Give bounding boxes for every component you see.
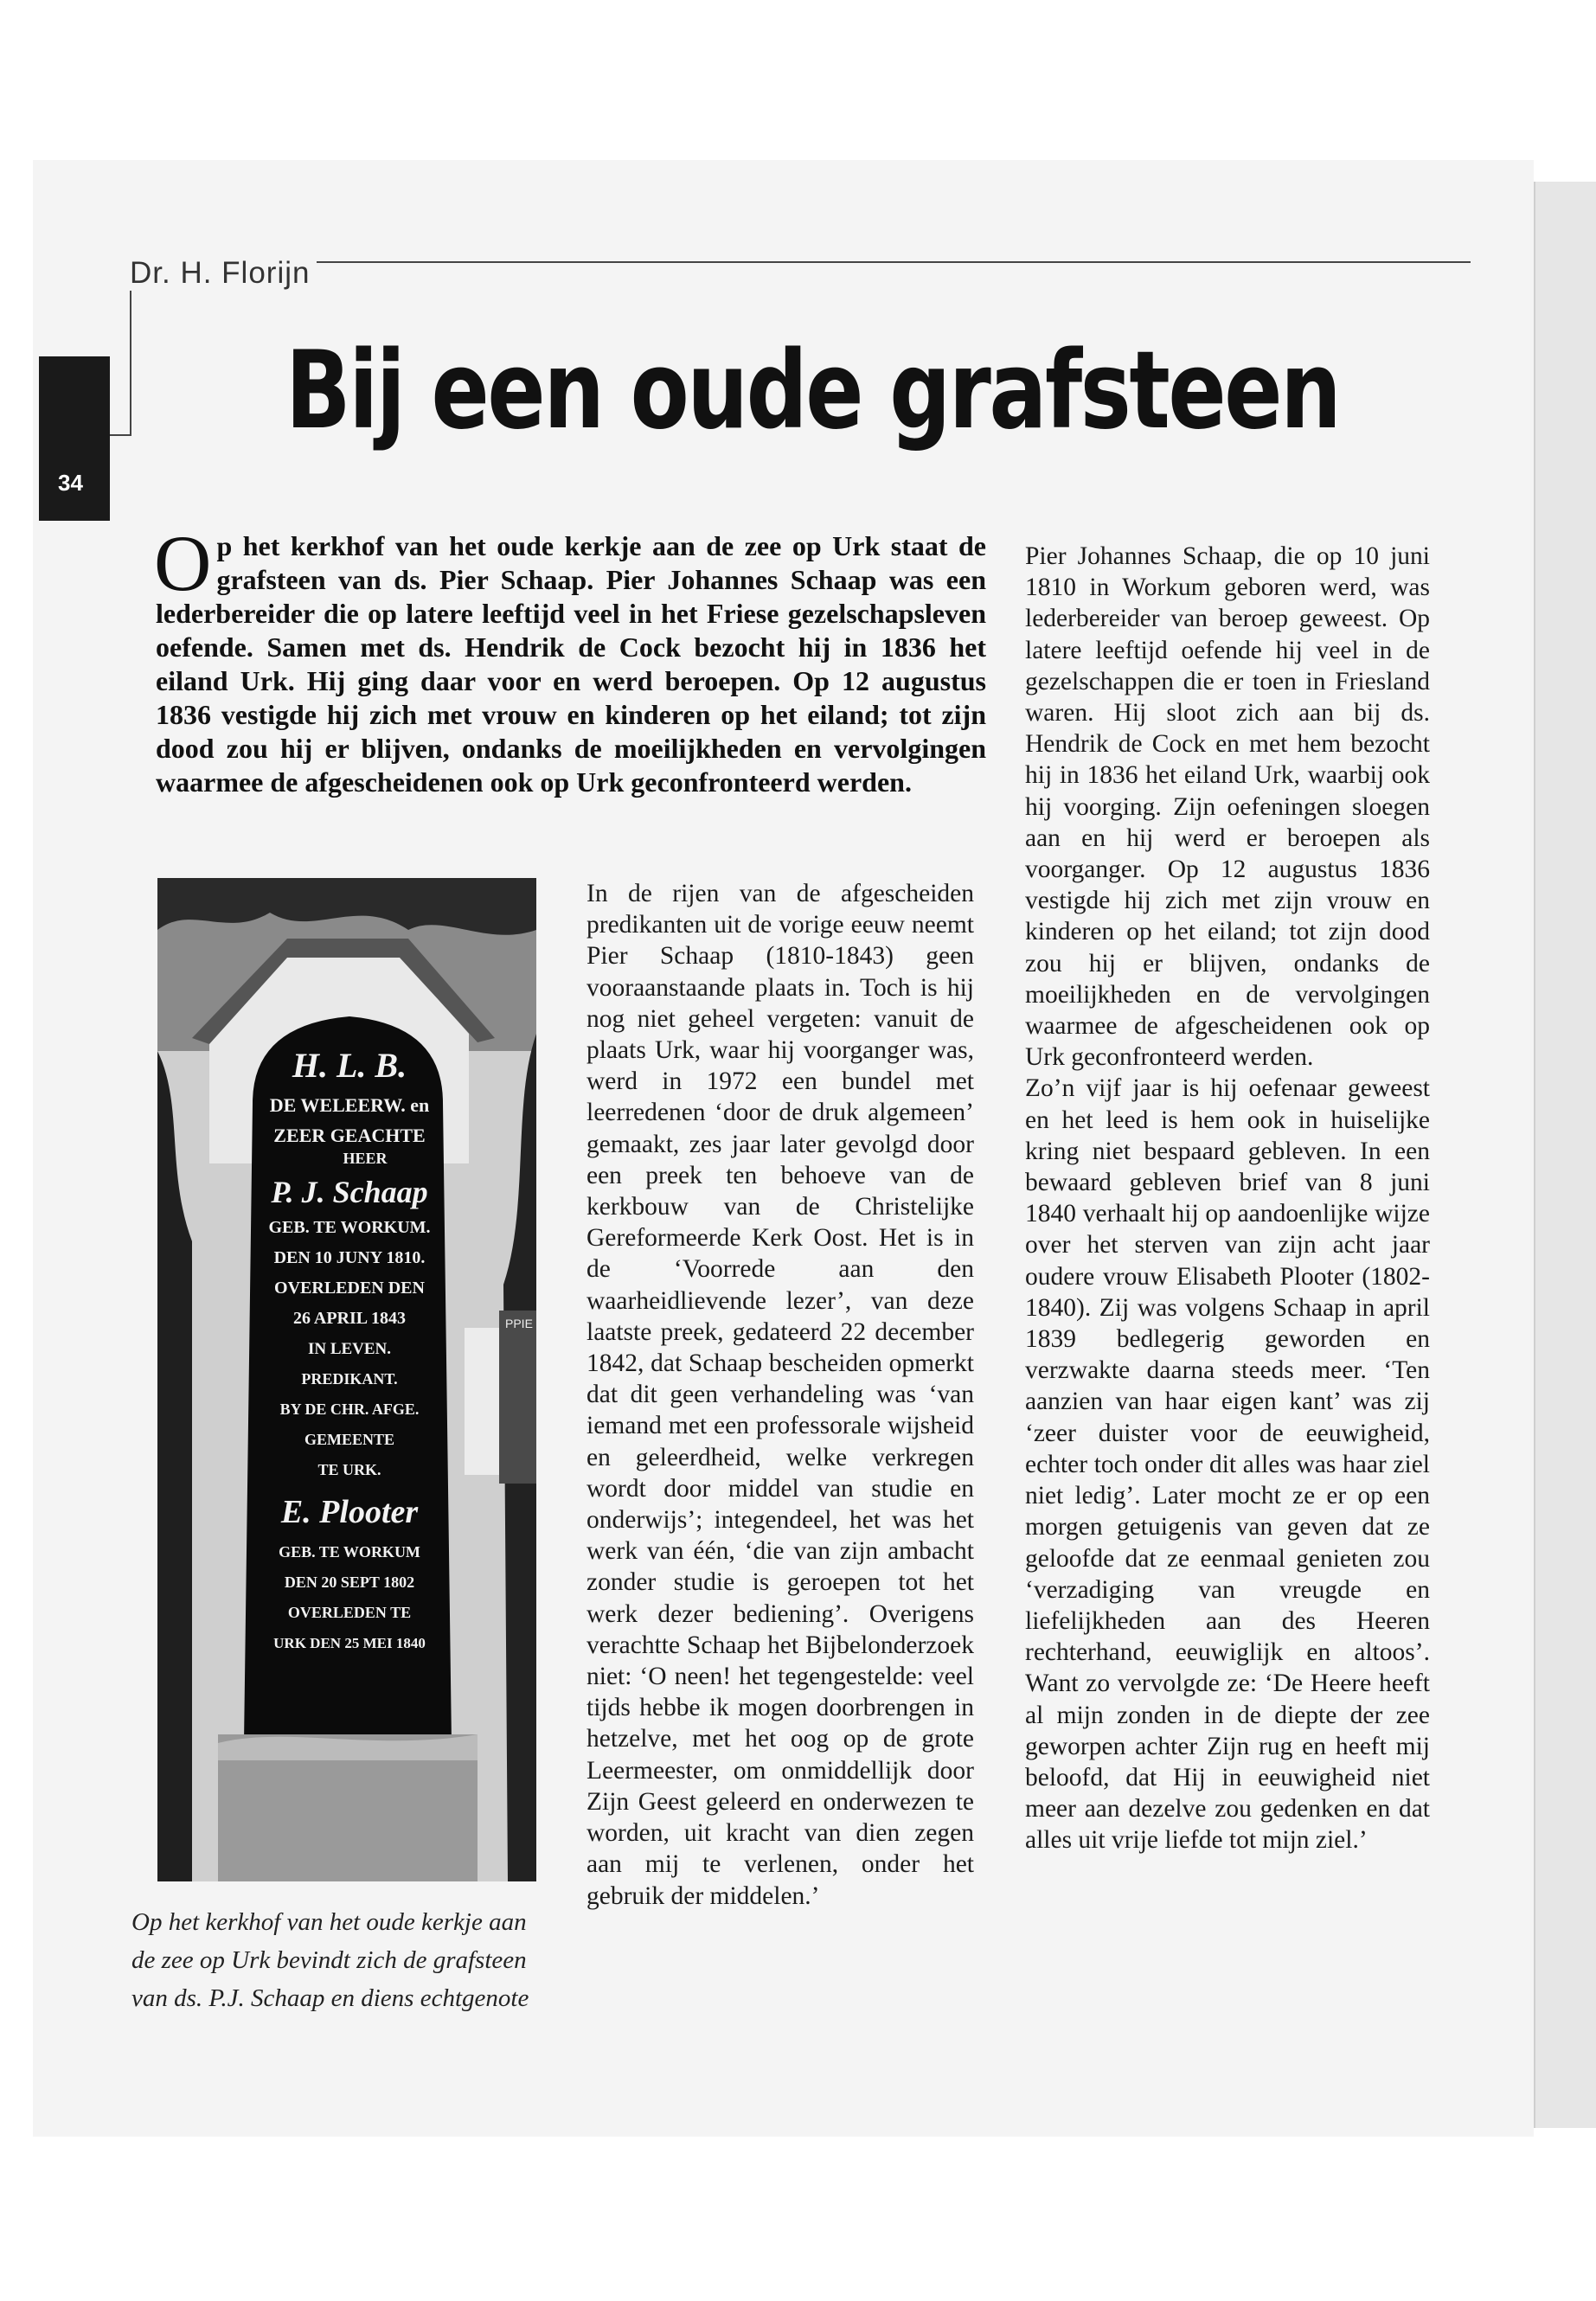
facing-page-edge (1534, 182, 1596, 2128)
lead-paragraph (154, 519, 986, 799)
inscription-line: DEN 20 SEPT 1802 (284, 1574, 415, 1591)
inscription-line: IN LEVEN. (307, 1340, 392, 1358)
inscription-line: 26 APRIL 1843 (292, 1309, 407, 1328)
inscription-line: GEMEENTE (304, 1431, 395, 1448)
inscription-line: E. Plooter (280, 1494, 419, 1530)
inscription-line: OVERLEDEN TE (287, 1604, 412, 1621)
body-paragraph: Zo’n vijf jaar is hij oefenaar geweest en het leed is hem ook in huiselijke kring niet bespaard gebleven. In een bewaard gebleven brief van 8 juni 1840 verhaalt hij op aandoenlijke wijze over het sterven van zijn acht jaar oudere vrouw Elisabeth Plooter (1802-1840). Zij was volgens Schaap in april 1839 bedlegerig geworden en verzwakte daarna steeds meer. ‘Ten aanzien van haar eigen kant’ was zij ‘zeer duister voor de eeuwigheid, echter toch onder dit alles was haar ziel niet ledig’. Later mocht ze er op een morgen getuigenis van geven dat ze geloofde dat ze eenmaal genieten zou ‘verzadiging van vreugde en liefelijkheden aan des Heeren rechterhand, eeuwiglijk en altoos’. Want zo vervolgde ze: ‘De Heere heeft al mijn zonden in de diepte der zee geworpen achter Zijn rug en heeft mij beloofd, dat Hij in eeuwigheid niet meer aan dezelve zou gedenken en dat alles uit vrije liefde tot mijn ziel.’ (1025, 1074, 1430, 1855)
inscription-line: ZEER GEACHTE (273, 1125, 426, 1146)
body-column-middle (586, 878, 974, 1912)
body-column-right (1025, 541, 1430, 1856)
author-name: Dr. H. Florijn (130, 256, 317, 291)
inscription-line: H. L. B. (292, 1046, 407, 1085)
page-number: 34 (58, 470, 83, 496)
body-paragraph: In de rijen van de afgescheiden predikanten uit de vorige eeuw neemt Pier Schaap (1810-1843) geen vooraanstaande plaats in. Toch is hij nog niet geheel vergeten: vanuit de plaats Urk, waar hij voorganger was, werd in 1972 een bundel met leerredenen ‘door de druk algemeen’ gemaakt, zes jaar later gevolgd door een preek ten behoeve van de kerkbouw van de Christelijke Gereformeerde Kerk Oost. Het is in de ‘Voorrede aan den waarheidlievende lezer’, van deze laatste preek, gedateerd 22 december 1842, dat Schaap bescheiden opmerkt dat dit geen verhandeling was ‘van iemand met een professorale wijsheid en geleerdheid, welke verkregen wordt door middel van studie en onderwijs’; integendeel, het was het werk van één, ‘die van zijn ambacht zonder studie is geroepen tot het werk dezer bediening’. Overigens verachtte Schaap het Bijbelonderzoek niet: ‘O neen! het tegengestelde: veel tijds hebbe ik mogen doorbrengen in hetzelve, met het oog op de grote Leermeester, om onmiddellijk door Zijn Geest geleerd en onderwezen te worden, uit kracht van dien zegen aan mij te verlenen, onder het gebruik der middelen.’ (586, 880, 974, 1910)
photo-caption: Op het kerkhof van het oude kerkje aan de zee op Urk bevindt zich de grafsteen van ds. P.J. Schaap en diens echtgenote (131, 1908, 529, 2012)
body-paragraph: Pier Johannes Schaap, die op 10 juni 1810 in Workum geboren werd, was lederbereider van beroep geweest. Op latere leeftijd oefende hij veel in de gezelschappen die er toen in Friesland waren. Hij sloot zich aan bij ds. Hendrik de Cock en met hem bezocht hij in 1836 het eiland Urk, waarbij ook hij voorging. Zijn oefeningen sloegen aan en hij werd er beroepen als voorganger. Op 12 augustus 1836 vestigde hij zich met zijn vrouw en kinderen op het eiland; tot zijn dood zou hij er blijven, ondanks de moeilijkheden en de vervolgingen waarmee de afgescheidenen ook op Urk geconfronteerd werden. (1025, 542, 1430, 1072)
inscription-line: TE URK. (317, 1461, 381, 1478)
inscription-line: HEER (343, 1150, 388, 1167)
header-rule (130, 261, 1471, 263)
inscription-line: P. J. Schaap (271, 1175, 428, 1209)
page-number-tab (39, 356, 110, 521)
inscription-line: DE WELEERW. en (269, 1094, 430, 1116)
inscription-line: PREDIKANT. (301, 1370, 398, 1388)
inscription-line: GEB. TE WORKUM. (268, 1218, 431, 1237)
inscription-line: OVERLEDEN DEN (274, 1279, 425, 1298)
inscription-line: DEN 10 JUNY 1810. (273, 1248, 426, 1267)
sign-text: PPIE (505, 1317, 533, 1330)
article-title: Bij een oude grafsteen (285, 329, 1340, 453)
inscription-line: URK DEN 25 MEI 1840 (273, 1635, 426, 1651)
inscription-line: BY DE CHR. AFGE. (279, 1400, 420, 1418)
inscription-line: GEB. TE WORKUM (279, 1543, 420, 1561)
lead-text: p het kerkhof van het oude kerkje aan de zee op Urk staat de grafsteen van ds. Pier Schaap. Pier Johannes Schaap was een lederbereider die op latere leeftijd veel in het Friese gezelschapsleven oefende. Samen met ds. Hendrik de Cock bezocht hij in 1836 het eiland Urk. Hij ging daar voor en werd beroepen. Op 12 augustus 1836 vestigde hij zich met vrouw en kinderen op het eiland; tot zijn dood zou hij er blijven, ondanks de moeilijkheden en vervolgingen waarmee de afgescheidenen ook op Urk geconfronteerd werden. (156, 530, 986, 798)
drop-cap: O (154, 519, 212, 607)
gravestone-photo (157, 878, 536, 1881)
